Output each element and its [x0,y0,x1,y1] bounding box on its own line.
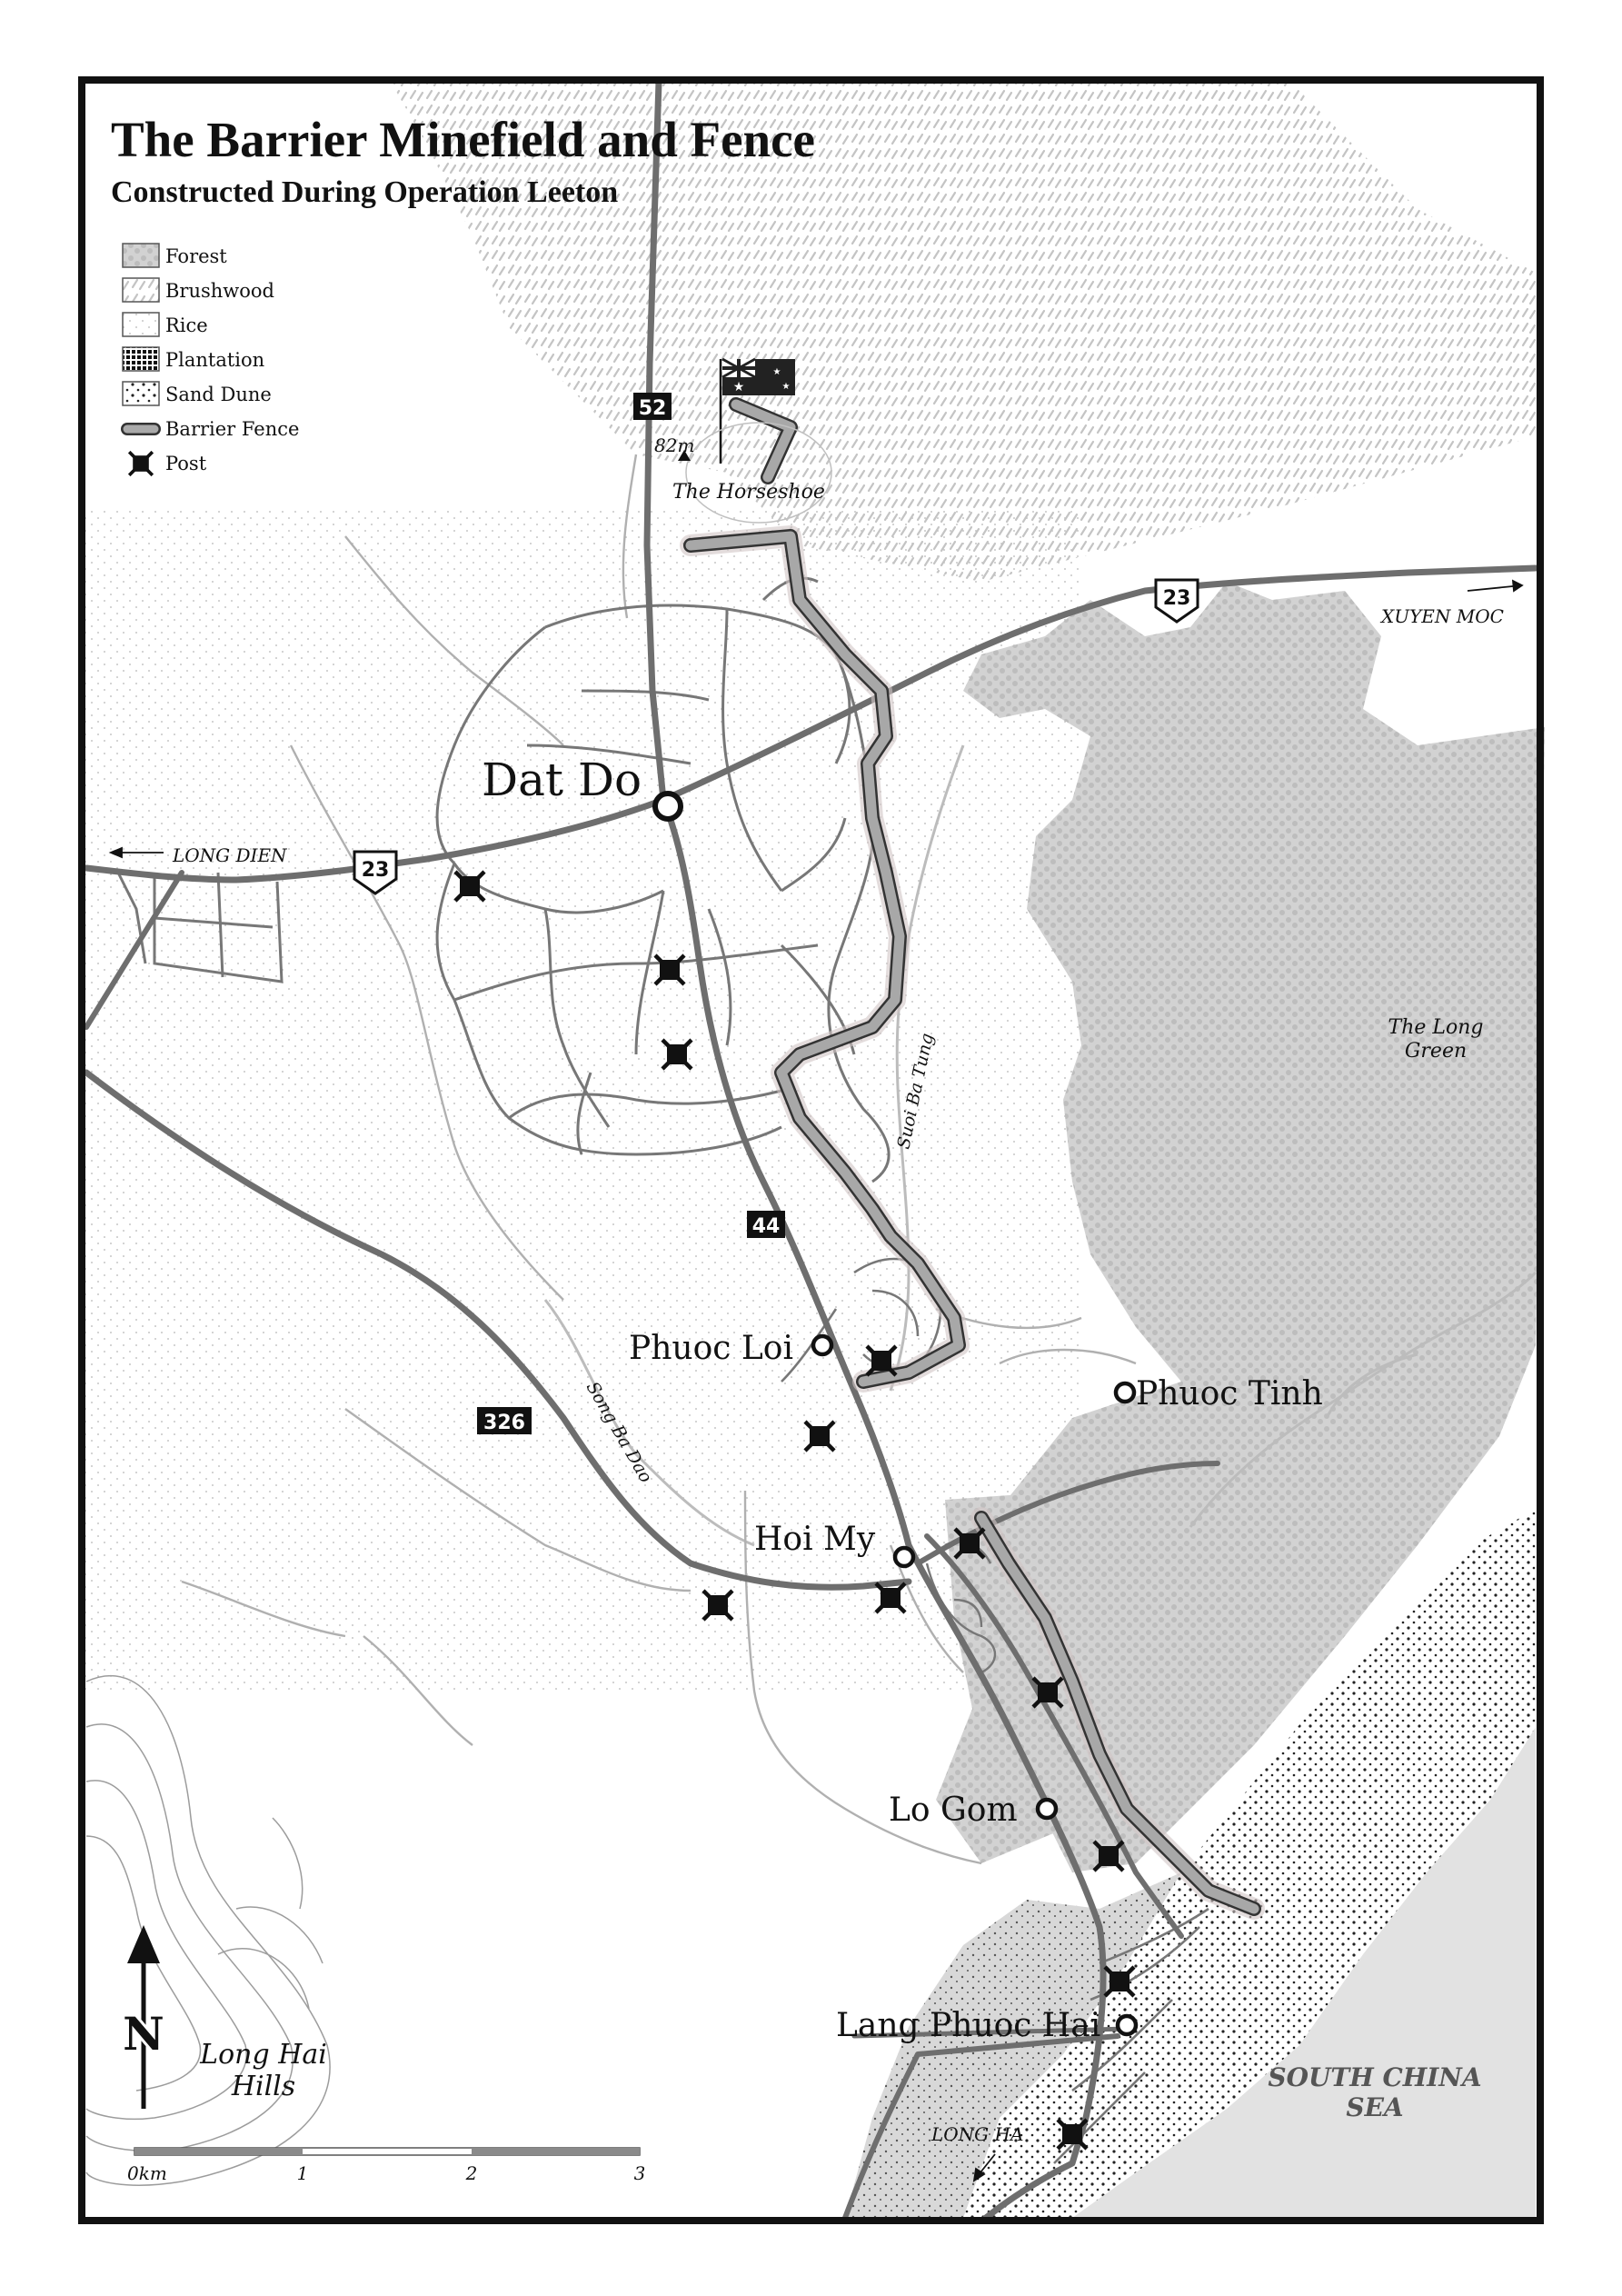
phuoc-loi-marker [813,1336,831,1354]
label-hoi-my: Hoi My [754,1521,876,1558]
label-long-hai-1: Long Hai [200,2039,327,2071]
north-label: N [123,2007,164,2061]
legend-post: Post [165,453,207,474]
map-title: The Barrier Minefield and Fence [111,112,815,167]
label-song-ba-dao: Song Ba Dao [582,1378,656,1487]
legend-plantation: Plantation [165,349,265,371]
svg-text:23: 23 [361,859,390,882]
legend-forest: Forest [165,245,227,267]
label-horseshoe: The Horseshoe [672,481,825,504]
label-long-green-2: Green [1404,1040,1468,1063]
svg-text:★: ★ [772,367,781,377]
label-lo-gom: Lo Gom [889,1792,1018,1829]
svg-text:52: 52 [638,397,667,420]
legend-sand-dune: Sand Dune [165,384,272,405]
legend-rice: Rice [165,314,208,336]
lo-gom-marker [1038,1800,1056,1818]
scale-label-3: 3 [633,2162,646,2184]
legend-brushwood: Brushwood [165,280,275,302]
svg-text:23: 23 [1162,587,1191,610]
label-dat-do: Dat Do [482,754,642,806]
svg-text:44: 44 [751,1215,781,1238]
route-44-shield [747,1211,785,1238]
phuoc-tinh-marker [1116,1383,1134,1402]
label-long-ha: LONG HA [931,2123,1024,2145]
scale-label-1: 1 [296,2162,309,2184]
scale-label-0: 0km [127,2162,167,2184]
scale-bar [134,2148,640,2155]
scale-label-2: 2 [465,2162,478,2184]
route-52-shield [633,393,672,420]
label-sea-2: SEA [1346,2092,1404,2122]
map-subtitle: Constructed During Operation Leeton [111,175,619,209]
label-long-dien: LONG DIEN [173,844,287,866]
label-height: 82m [654,434,695,456]
svg-text:326: 326 [483,1412,525,1434]
hoi-my-marker [895,1548,913,1566]
route-326-shield [477,1407,532,1434]
label-phuoc-tinh: Phuoc Tinh [1136,1375,1323,1413]
legend-barrier-fence: Barrier Fence [165,418,300,440]
label-lang-phuoc-hai: Lang Phuoc Hai [836,2007,1101,2044]
svg-text:★: ★ [732,380,745,394]
lang-phuoc-hai-marker [1118,2016,1136,2034]
svg-text:★: ★ [781,382,791,392]
label-long-hai-2: Hills [231,2071,296,2102]
label-sea-1: SOUTH CHINA [1268,2062,1482,2092]
label-xuyen-moc: XUYEN MOC [1381,605,1504,627]
dat-do-marker [655,794,681,819]
label-long-green-1: The Long [1388,1016,1484,1039]
label-suoi-ba-tung: Suoi Ba Tung [893,1031,938,1152]
label-phuoc-loi: Phuoc Loi [629,1330,793,1367]
